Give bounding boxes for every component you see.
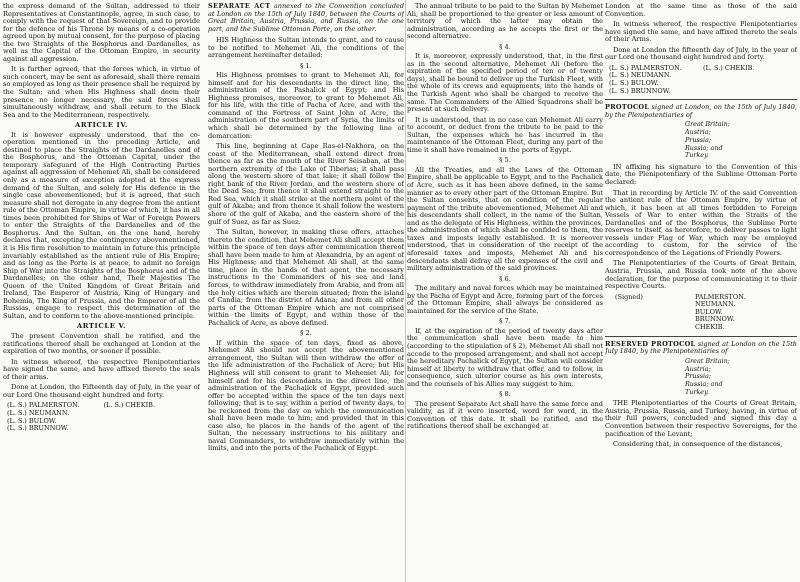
paragraph: His Highness promises to grant to Mehemet Ali, for himself and for his descendants in the direct line, the administration of the Pashalick of Egypt; and His Highness promises, moreover, to grant to Mehemet Ali, for his life, with the title of Pacha of Acre, and with the command of the Fortress of Saint John of Acre, the administration of the southern part of Syria, the limits of which shall be determined by the following line of demarcation: — [208, 71, 404, 140]
powers-list — [605, 121, 797, 160]
signature-block — [7, 402, 200, 432]
divider — [605, 99, 797, 100]
paragraph: If within the space of ten days, fixed as above, Mehemet Ali should not accept the abovementioned arrangement, the Sultan will then withdraw the offer of the life administration of the Pachalick of Acre; but His Highness will still consent to grant to Mehemet Ali, for himself and for his descendants in the direct line, the administration of the Pachalick of Egypt, provided such offer be accepted within the space of the ten days next following; that is to say, within a period of twenty days, to be reckoned from the day on which the communication shall have been made to him; and provided that in this case also, he places in the hands of the agent of the Sultan, the necessary instructions to his military and naval Commanders, to withdraw immediately within the limits, and into the ports of the Pachalick of Egypt. — [208, 338, 404, 453]
paragraph: In witness whereof, the respective Plenipotentiaries have signed the same, and have affixed thereto the seals of their Arms. — [605, 20, 797, 44]
act-title-bold: SEPARATE ACT — [208, 3, 271, 10]
paragraph: The Plenipotentiaries of the Courts of Great Britain, Austria, Prussia, and Russia took note of the above declaration, for the purpose of communicating it to their respective Courts. — [605, 259, 797, 291]
paragraph: That in recording by Article IV. of the said Convention the antient rule of the Ottoman Empire, by virtue of which, it has been at all times forbidden to Foreign Vessels of War to enter within the Straits of the Dardanelles and of the Bosphorus, the Sublime Porte reserves to itself, as heretofore, to deliver passes to light vessels under Flag of War, which may be employed according to custom, for the service of the correspondence of the Legations of Friendly Powers. — [605, 188, 797, 257]
signed-name: PALMERSTON. — [695, 292, 746, 301]
signed-name: BULOW. — [695, 307, 723, 316]
signature: (L. S.) NEUMANN. — [609, 71, 672, 80]
section-heading: § 6. — [499, 274, 511, 283]
power-item: Prussia; — [685, 135, 712, 144]
section-heading: § 4. — [499, 42, 511, 51]
paragraph: London at the same time as those of the said Convention. — [605, 3, 797, 18]
signature — [104, 410, 201, 418]
signature — [104, 418, 201, 426]
signature: (L. S.) PALMERSTON. — [7, 401, 80, 410]
column-convention-articles — [3, 3, 200, 579]
protocol-title: PROTOCOL — [605, 103, 650, 112]
article-heading: ARTICLE IV. — [74, 121, 128, 130]
section-heading: § 1. — [300, 61, 312, 70]
paragraph: It is, moreover, expressly understood, that, in the first as in the second alternative, Mehemet Ali (before the expiration of the specified period of ten or of twenty days), shall be bound to deliver up the Turkish Fleet, with the whole of its crews and equipments, into the hands of the Turkish Agent who shall be charged to receive the same. The Commanders of the Allied Squadrons shall be present at such delivery. — [407, 52, 603, 114]
paragraph: The annual tribute to be paid to the Sultan by Mehemet Ali, shall be proportioned to the greater or less amount of territory of which the latter may obtain the administration, according as he accepts the first or the second alternative. — [407, 3, 603, 41]
section-heading: § 5. — [499, 156, 511, 165]
paragraph: The present Convention shall be ratified, and the ratifications thereof shall be exchanged at London at the expiration of two months, or sooner if possible. — [3, 331, 200, 356]
section-heading: § 7. — [499, 317, 511, 326]
signature — [104, 425, 201, 433]
signature: (L. S.) NEUMANN. — [7, 408, 70, 417]
act-title-rest: annexed to the Convention concluded at London on the 15th of July 1840, between the Courts of Great Britain, Austria, Prussia, and Russia, on the one part, and the Sublime Ottoman Porte, on the other. — [208, 3, 404, 33]
reserved-protocol-subtitle: signed at London on the 15th July 1840, by the Plenipotentiaries of — [605, 339, 797, 356]
paragraph: IN affixing his signature to the Convention of this date, the Plenipotentiary of the Sublime Ottoman Porte declared: — [605, 162, 797, 186]
paragraph: The military and naval forces which may be maintained by the Pacha of Egypt and Acre, forming part of the forces of the Ottoman Empire, shall always be considered as maintained for the service of the State. — [407, 284, 603, 315]
paragraph: Done at London, the Fifteenth day of July, in the year of our Lord One thousand eight hundred and forty. — [3, 383, 200, 399]
paragraph: THE Plenipotentiaries of the Courts of Great Britain, Austria, Prussia, Russia, and Turkey, having, in virtue of their full powers, concluded and signed this day a Convention between their respective Sovereigns, for the pacification of the Levant; — [605, 399, 797, 438]
paragraph: It is further agreed, that the forces which, in virtue of such concert, may be sent as aforesaid, shall there remain so employed as long as their presence shall be required by the Sultan; and when His Highness shall deem their presence no longer necessary, the said forces shall simultaneously withdraw, and shall return to the Black Sea and to the Mediterranean, respectively. — [3, 65, 200, 119]
page-gutter — [405, 0, 406, 582]
signature — [703, 88, 797, 96]
power-item: Prussia; — [685, 372, 712, 381]
signature: (L. S.) BRUNNOW. — [609, 86, 671, 95]
signed-names — [695, 294, 746, 332]
signature — [703, 80, 797, 88]
paragraph: Considering that, in consequence of the distances, — [613, 440, 783, 449]
protocol-subtitle: signed at London, on the 15th of July 1840, by the Plenipotentiaries of — [605, 103, 797, 119]
paragraph: It is however expressly understood, that the co-operation mentioned in the preceding Article, and destined to place the Straights of the Dardanelles and of the Bosphorus, and the Ottoman Capital, under the temporary safeguard of the High Contracting Parties against all aggression of Mehemet Ali, shall be considered only as a measure of exception adopted at the express demand of the Sultan, and solely for His defence in the single case abovementioned; but it is agreed, that such measure shall not derogate in any degree from the antient rule of the Ottoman Empire, in virtue of which, it has in all times been prohibited for Ships of War of Foreign Powers to enter the Straights of the Dardanelles and of the Bosphorus. And the Sultan, on the one hand, hereby declares that, excepting the contingency abovementioned, it is His firm resolution to maintain in future this principle invariably established as the antient rule of His Empire; and as long as the Porte is at peace, to admit no foreign Ship of War into the Straights of the Bosphorus and of the Dardanelles; on the other hand, Their Majesties The Queen of the United Kingdom of Great Britain and Ireland, The Emperor of Austria, King of Hungary and Bohemia, The King of Prussia, and the Emperor of all the Russias, engage to respect this determination of the Sultan, and to conform to the above-mentioned principle. — [3, 130, 200, 320]
power-item: Turkey. — [685, 387, 709, 396]
power-item: Great Britain; — [685, 356, 730, 365]
reserved-protocol-title: RESERVED PROTOCOL — [605, 339, 696, 348]
signed-name: CHEKIB. — [695, 323, 725, 332]
paragraph: the express demand of the Sultan, addressed to their Representatives at Constantinople, agree, in such case, to comply with the request of that Sovereign, and to provide for the defence of his Throne by means of a co-operation agreed upon by mutual consent, for the purpose of placing the two Straights of the Bosphorus and Dardanelles, as well as the Capital of the Ottoman Empire, in security against all aggression. — [3, 3, 200, 63]
signature: (L. S.) CHEKIB. — [703, 63, 755, 72]
paragraph: The Sultan, however, in making these offers, attaches thereto the condition, that Mehemet Ali shall accept them within the space of ten days after communication thereof shall have been made to him at Alexandria, by an agent of His Highness; and that Mehemet Ali shall, at the same time, place in the hands of that agent, the necessary instructions to the Commanders of his sea and land forces, to withdraw immediately from Arabia, and from all the holy cities which are therein situated; from the island of Candia; from the district of Adana; and from all other parts of the Ottoman Empire which are not comprised within the limits of Egypt, and within those of the Pachalick of Acre, as above defined. — [208, 228, 404, 327]
paragraph: The present Separate Act shall have the same force and validity, as if it were inserted, word for word, in the Convention of this date. It shall be ratified, and the ratifications thereof shall be exchanged at — [407, 399, 603, 431]
reserved-protocol-heading — [605, 341, 797, 356]
paragraph: All the Treaties, and all the Laws of the Ottoman Empire, shall be applicable to Egypt, and to the Pachalick of Acre, such as it has been above defined, in the same manner as to every other part of the Ottoman Empire. But the Sultan consents, that on condition of the regular payment of the tribute abovementioned, Mehemet Ali and his descendants shall collect, in the name of the Sultan, and as the delegate of His Highness, within the provinces, the administration of which shall be confided to them, the taxes and imposts legally established. It is moreover understood, that in consideration of the receipt of the aforesaid taxes and imposts, Mehemet Ali and his descendants shall defray all the expenses of the civil and military administration of the said provinces. — [407, 165, 603, 273]
signature: (L. S.) BRUNNOW. — [7, 424, 69, 433]
divider — [605, 336, 797, 337]
paragraph: Done at London the fifteenth day of July, in the year of our Lord one thousand eight hundred and forty. — [605, 45, 797, 62]
power-item: Great Britain; — [685, 120, 730, 129]
column-separate-act-continued — [407, 3, 603, 579]
column-separate-act — [208, 3, 404, 579]
signed-label: (Signed) — [615, 292, 643, 301]
act-title — [208, 3, 404, 33]
signature: (L. S.) CHEKIB. — [103, 401, 156, 410]
protocol-heading — [605, 104, 797, 119]
power-item: Russia; and — [685, 379, 723, 388]
signed-block — [615, 294, 797, 332]
powers-list — [605, 358, 797, 397]
power-item: Austria; — [685, 128, 711, 137]
power-item: Turkey. — [685, 151, 709, 160]
signature — [703, 72, 797, 80]
article-heading: ARTICLE V. — [76, 322, 127, 331]
signature: (L. S.) PALMERSTON. — [609, 63, 682, 72]
paragraph: It is understood, that in no case can Mehemet Ali carry to account, or deduct from the tribute to be paid to the Sultan, the expenses which he has incurred in the maintenance of the Ottoman Fleet, during any part of the time it shall have remained in the ports of Egypt. — [407, 115, 603, 154]
paragraph: HIS Highness the Sultan intends to grant, and to cause to be notified to Mehemet Ali, the conditions of the arrangement hereinafter detailed: — [208, 36, 404, 60]
power-item: Austria; — [685, 364, 711, 373]
paragraph: This line, beginning at Cape Ras-el-Nakhora, on the coast of the Mediterranean, shall extend direct from thence as far as the mouth of the River Seisaban, at the northern extremity of the Lake of Tiberias; it shall pass along the western shore of that lake; it shall follow the right bank of the River Jordan, and the western shore of the Dead Sea; from thence it shall extend straight to the Red Sea, which it shall strike at the northern point of the gulf of Akaba; and from thence it shall follow the western shore of the gulf of Akaba, and the eastern shore of the gulf of Suez, as far as Suez. — [208, 142, 404, 226]
signature-block — [609, 65, 797, 95]
paragraph: If, at the expiration of the period of twenty days after the communication shall have been made to him (according to the stipulation of § 2), Mehemet Ali shall not accede to the proposed arrangement, and shall not accept the hereditary Pachalick of Egypt, the Sultan will consider himself at liberty to withdraw that offer, and to follow, in consequence, such ulterior course as his own interests, and the counsels of his Allies may suggest to him. — [407, 326, 603, 388]
column-protocols — [605, 3, 797, 579]
paragraph: In witness whereof, the respective Plenipotentiaries have signed the same, and have affixed thereto the seals of their arms. — [3, 357, 200, 381]
section-heading: § 2. — [300, 329, 312, 338]
section-heading: § 8. — [499, 390, 511, 399]
signed-name: BRUNNOW. — [695, 315, 735, 324]
signed-name: NEUMANN. — [695, 300, 736, 309]
signature: (L. S.) BULOW. — [609, 79, 659, 88]
power-item: Russia; and — [685, 143, 723, 152]
signature: (L. S.) BULOW. — [7, 416, 57, 425]
